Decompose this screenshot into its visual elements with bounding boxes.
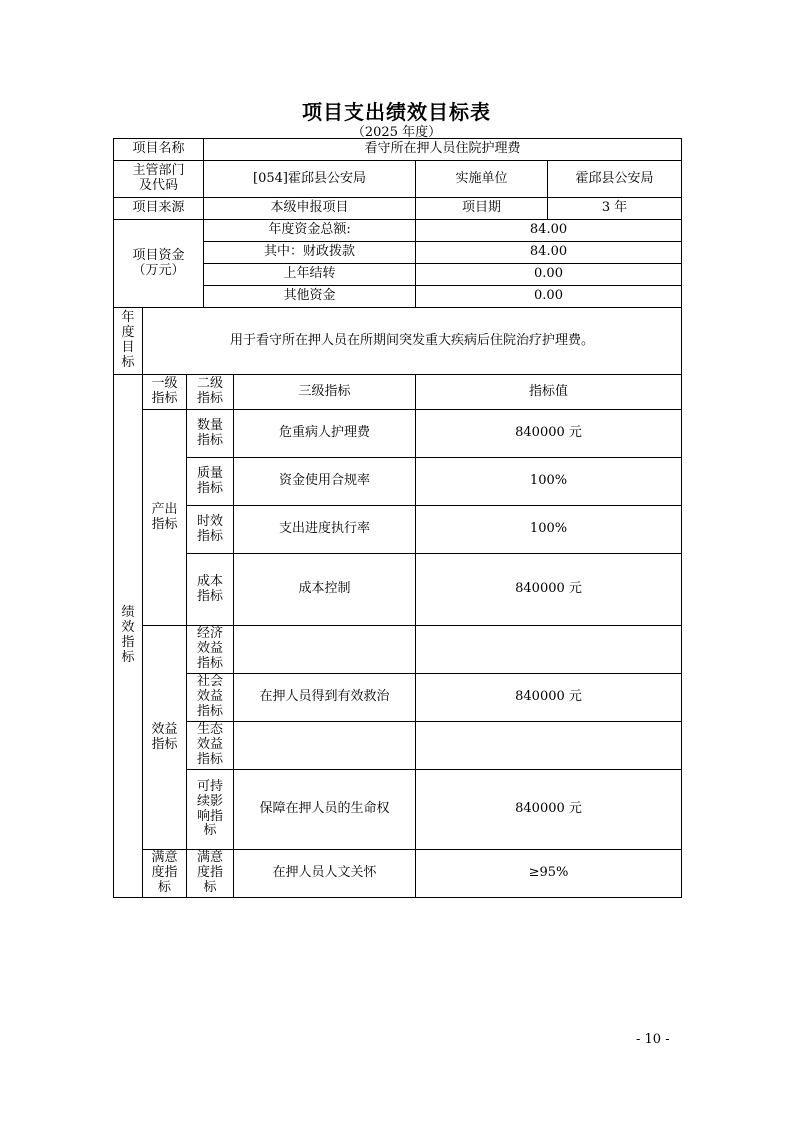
performance-table xyxy=(113,138,682,898)
perf-label-char: 效 xyxy=(121,620,135,636)
level3-label: 在押人员得到有效救治 xyxy=(234,674,416,722)
level2-label xyxy=(187,722,234,770)
level3-label xyxy=(234,722,416,770)
period-label: 项目期 xyxy=(416,198,548,220)
level2-label xyxy=(187,506,234,554)
level2-label-line: 社会 xyxy=(197,674,224,690)
level2-label-line: 指标 xyxy=(197,588,224,604)
page-subtitle: （2025 年度） xyxy=(351,125,442,140)
header-level2-line: 指标 xyxy=(197,391,224,406)
indicator-value xyxy=(416,722,682,770)
goal-label-char: 度 xyxy=(121,325,135,341)
row-benefit-sustainable xyxy=(114,770,682,850)
dept-label-line2: 及代码 xyxy=(139,178,179,193)
level3-label xyxy=(234,626,416,674)
source-value: 本级申报项目 xyxy=(204,198,416,220)
goal-label-char: 标 xyxy=(121,354,135,370)
level2-label-line: 指标 xyxy=(197,703,224,719)
level2-label-line: 度指 xyxy=(197,865,224,881)
level2-label-line: 指标 xyxy=(197,480,224,496)
level2-label-line: 指标 xyxy=(197,432,224,448)
level2-label-line: 效益 xyxy=(197,689,224,705)
project-name-value: 看守所在押人员住院护理费 xyxy=(204,139,682,161)
funds-row-label: 其他资金 xyxy=(204,286,416,308)
level2-label-line: 经济 xyxy=(197,626,224,642)
level3-label: 成本控制 xyxy=(234,554,416,626)
level2-label-line: 生态 xyxy=(197,722,224,738)
level2-label-line: 满意 xyxy=(197,850,224,866)
level3-label: 资金使用合规率 xyxy=(234,458,416,506)
row-output-quality xyxy=(114,458,682,506)
indicator-value: 840000 元 xyxy=(416,770,682,850)
level2-label-line: 成本 xyxy=(197,573,224,589)
perf-label-char: 绩 xyxy=(121,605,135,621)
dept-value: [054]霍邱县公安局 xyxy=(204,161,416,198)
header-level2 xyxy=(187,375,234,410)
level2-label-line: 质量 xyxy=(197,465,224,481)
benefit-label-line: 指标 xyxy=(151,736,178,752)
output-label-line: 产出 xyxy=(151,501,178,517)
project-name-label: 项目名称 xyxy=(114,139,204,161)
indicator-value: ≥95% xyxy=(416,850,682,898)
level1-label-line: 标 xyxy=(157,879,171,895)
level2-label xyxy=(187,554,234,626)
indicator-value: 100% xyxy=(416,458,682,506)
header-level2-line: 二级 xyxy=(197,376,224,392)
funds-row-value: 84.00 xyxy=(416,220,682,242)
goal-label-char: 目 xyxy=(121,340,135,355)
level2-label-line: 数量 xyxy=(197,417,224,433)
dept-label-line1: 主管部门 xyxy=(132,163,185,179)
impl-value: 霍邱县公安局 xyxy=(548,161,682,198)
level2-label xyxy=(187,674,234,722)
level3-label: 保障在押人员的生命权 xyxy=(234,770,416,850)
level2-label-line: 指标 xyxy=(197,528,224,544)
indicator-value: 100% xyxy=(416,506,682,554)
row-department xyxy=(114,161,682,198)
level2-label xyxy=(187,770,234,850)
level2-label-line: 响指 xyxy=(197,808,224,824)
level2-label-line: 标 xyxy=(203,823,217,839)
row-benefit-social xyxy=(114,674,682,722)
period-value: 3 年 xyxy=(548,198,682,220)
funds-row-value: 0.00 xyxy=(416,286,682,308)
row-benefit-ecological xyxy=(114,722,682,770)
level2-label-line: 指标 xyxy=(197,751,224,767)
funds-label xyxy=(114,220,204,308)
goal-label xyxy=(114,308,143,375)
level3-label: 危重病人护理费 xyxy=(234,410,416,458)
row-indicator-header xyxy=(114,375,682,410)
funds-label-line2: （万元） xyxy=(132,262,185,278)
level2-label xyxy=(187,458,234,506)
level2-label-line: 标 xyxy=(203,879,217,895)
funds-row-value: 84.00 xyxy=(416,242,682,264)
benefit-label-line: 效益 xyxy=(151,721,178,737)
header-level1 xyxy=(143,375,187,410)
header-level3: 三级指标 xyxy=(234,375,416,410)
dept-label xyxy=(114,161,204,198)
level2-label-line: 指标 xyxy=(197,655,224,671)
row-benefit-economic xyxy=(114,626,682,674)
level2-label-line: 效益 xyxy=(197,641,224,657)
level3-label: 支出进度执行率 xyxy=(234,506,416,554)
row-annual-goal xyxy=(114,308,682,375)
funds-row-label: 年度资金总额: xyxy=(204,220,416,242)
output-label-line: 指标 xyxy=(151,516,178,532)
output-label xyxy=(143,410,187,626)
funds-row-label: 其中：财政拨款 xyxy=(204,242,416,264)
row-satisfaction xyxy=(114,850,682,898)
row-output-cost xyxy=(114,554,682,626)
page-number: - 10 - xyxy=(636,1032,670,1047)
level2-label-line: 时效 xyxy=(197,513,224,529)
level2-label-line: 效益 xyxy=(197,737,224,753)
indicator-value: 840000 元 xyxy=(416,554,682,626)
page-title: 项目支出绩效目标表 xyxy=(302,100,491,124)
funds-label-line1: 项目资金 xyxy=(132,247,185,263)
level2-label xyxy=(187,626,234,674)
row-output-timeliness xyxy=(114,506,682,554)
row-project-name xyxy=(114,139,682,161)
level3-label: 在押人员人文关怀 xyxy=(234,850,416,898)
goal-label-char: 年 xyxy=(121,310,135,326)
source-label: 项目来源 xyxy=(114,198,204,220)
level1-label-line: 满意 xyxy=(151,850,178,866)
row-output-quantity xyxy=(114,410,682,458)
level2-label-line: 续影 xyxy=(197,793,224,809)
indicator-value xyxy=(416,626,682,674)
level1-label-line: 度指 xyxy=(151,865,178,881)
header-value: 指标值 xyxy=(416,375,682,410)
funds-row-label: 上年结转 xyxy=(204,264,416,286)
impl-label: 实施单位 xyxy=(416,161,548,198)
header-level1-line: 指标 xyxy=(151,391,178,406)
indicator-value: 840000 元 xyxy=(416,410,682,458)
perf-label-char: 标 xyxy=(121,649,135,665)
level2-label-line: 可持 xyxy=(197,778,224,794)
level2-label xyxy=(187,410,234,458)
indicator-value: 840000 元 xyxy=(416,674,682,722)
goal-text: 用于看守所在押人员在所期间突发重大疾病后住院治疗护理费。 xyxy=(143,308,682,375)
level2-label xyxy=(187,850,234,898)
row-funds-total xyxy=(114,220,682,242)
perf-label xyxy=(114,375,143,898)
funds-row-value: 0.00 xyxy=(416,264,682,286)
perf-label-char: 指 xyxy=(121,635,135,650)
satisfaction-level1-label xyxy=(143,850,187,898)
benefit-label xyxy=(143,626,187,850)
row-source xyxy=(114,198,682,220)
header-level1-line: 一级 xyxy=(151,376,178,392)
